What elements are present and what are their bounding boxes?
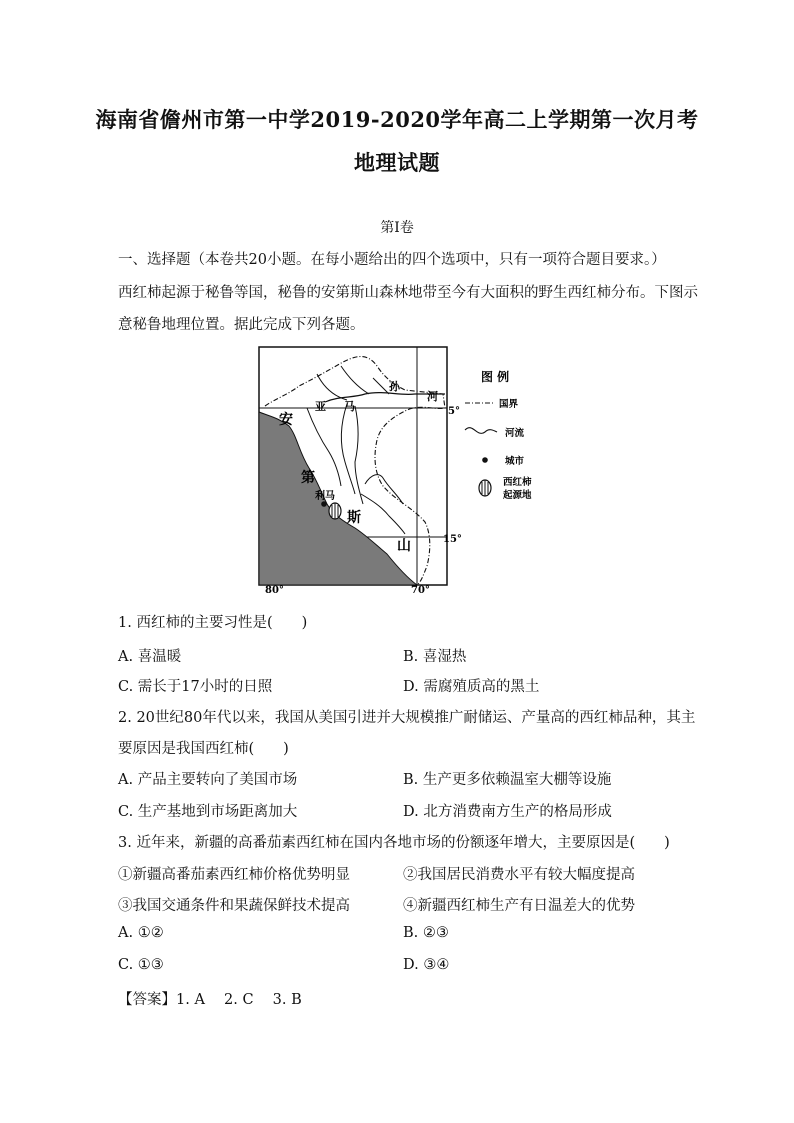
- legend-border-label: 国界: [499, 399, 519, 410]
- legend-city-label: 城市: [505, 456, 525, 467]
- label-di: 第: [301, 470, 315, 486]
- q3-statement-2: ②我国居民消费水平有较大幅度提高: [403, 867, 635, 883]
- legend-origin-label-1: 西红柿: [503, 477, 532, 488]
- legend-river-sample: [465, 428, 497, 434]
- label-lon-70: 70°: [411, 585, 430, 594]
- q2-stem-line-2: 要原因是我国西红柿( ): [118, 741, 289, 757]
- q3-option-d: D. ③④: [403, 957, 450, 973]
- peru-map: [255, 344, 545, 594]
- label-lat-15: 15°: [443, 534, 462, 545]
- label-sun: 孙: [389, 380, 400, 393]
- q3-option-a: A. ①②: [118, 925, 164, 941]
- label-ya: 亚: [315, 400, 326, 413]
- label-lima: 利马: [315, 491, 335, 502]
- label-lat-5: 5°: [448, 406, 460, 417]
- q2-option-b: B. 生产更多依赖温室大棚等设施: [403, 772, 612, 788]
- q1-option-a: A. 喜温暖: [118, 649, 182, 665]
- legend-city-sample: [482, 457, 488, 463]
- instructions: 一、选择题（本卷共20小题。在每小题给出的四个选项中，只有一项符合题目要求。）: [118, 252, 666, 268]
- section-label: 第I卷: [380, 220, 414, 236]
- q1-stem: 1. 西红柿的主要习性是( ): [118, 615, 308, 631]
- legend-origin-label-2: 起源地: [503, 490, 532, 501]
- q1-option-c: C. 需长于17小时的日照: [118, 679, 273, 695]
- answer-line: 【答案】1. A 2. C 3. B: [118, 992, 302, 1008]
- q3-statement-1: ①新疆高番茄素西红柿价格优势明显: [118, 867, 350, 883]
- q2-option-a: A. 产品主要转向了美国市场: [118, 772, 298, 788]
- lima-city-dot: [321, 501, 327, 507]
- q2-option-c: C. 生产基地到市场距离加大: [118, 804, 298, 820]
- q1-option-b: B. 喜湿热: [403, 649, 467, 665]
- label-he: 河: [427, 390, 438, 403]
- label-ma: 马: [344, 400, 355, 413]
- intro-line-1: 西红柿起源于秘鲁等国，秘鲁的安第斯山森林地带至今有大面积的野生西红柿分布。下图示: [118, 285, 698, 301]
- q2-option-d: D. 北方消费南方生产的格局形成: [403, 804, 612, 820]
- q3-option-b: B. ②③: [403, 925, 449, 941]
- label-shan: 山: [397, 538, 411, 554]
- q3-statement-3: ③我国交通条件和果蔬保鲜技术提高: [118, 898, 350, 914]
- q3-option-c: C. ①③: [118, 957, 164, 973]
- q1-option-d: D. 需腐殖质高的黑土: [403, 679, 540, 695]
- legend-title: 图 例: [481, 370, 510, 384]
- label-an: 安: [279, 412, 293, 428]
- exam-title: 海南省儋州市第一中学2019-2020学年高二上学期第一次月考: [95, 107, 699, 132]
- q3-statement-4: ④新疆西红柿生产有日温差大的优势: [403, 898, 635, 914]
- q2-stem-line-1: 2. 20世纪80年代以来，我国从美国引进并大规模推广耐储运、产量高的西红柿品种，其主: [118, 710, 696, 726]
- label-si: 斯: [347, 510, 361, 526]
- legend-river-label: 河流: [505, 428, 525, 439]
- intro-line-2: 意秘鲁地理位置。据此完成下列各题。: [118, 317, 365, 333]
- label-lon-80: 80°: [265, 585, 284, 594]
- exam-subject: 地理试题: [354, 150, 440, 175]
- q3-stem: 3. 近年来，新疆的高番茄素西红柿在国内各地市场的份额逐年增大，主要原因是( ): [118, 835, 670, 851]
